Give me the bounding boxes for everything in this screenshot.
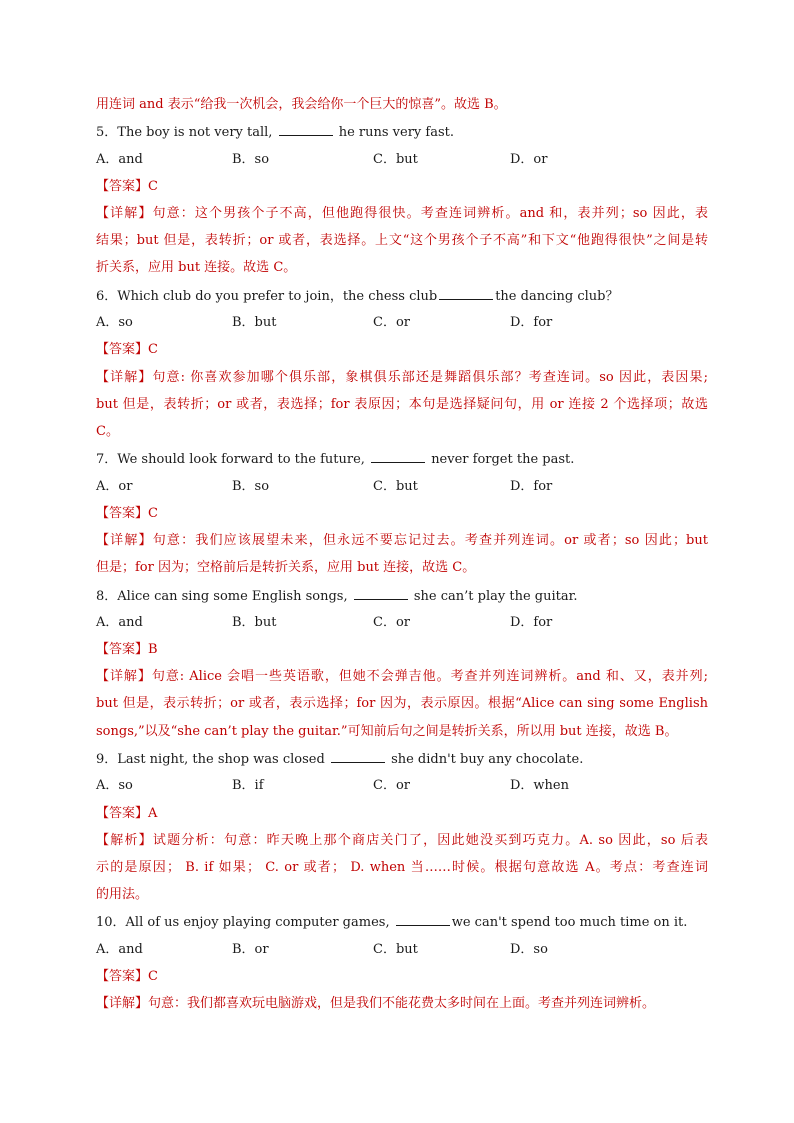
option-a: A．and <box>96 152 143 167</box>
question-6-explanation: 【详解】句意: 你喜欢参加哪个俱乐部，象棋俱乐部还是舞蹈俱乐部？考查连词。so 因此，表因果; <box>96 370 708 385</box>
question-5-explanation-line-2: 结果；but 但是，表转折；or 或者，表选择。上文“这个男孩个子不高”和下文“他跑得很快”之间是转 <box>96 233 708 248</box>
answer-blank <box>439 286 493 300</box>
question-8 <box>96 586 708 607</box>
option-a: A．or <box>96 479 133 494</box>
question-7-stem: 7．We should look forward to the future, <box>96 452 365 467</box>
question-6-explanation-line-3: C。 <box>96 424 119 439</box>
option-a: A．so <box>96 778 133 793</box>
answer-blank <box>371 449 425 463</box>
option-a: A．and <box>96 615 143 630</box>
question-10-stem: 10．All of us enjoy playing computer games, <box>96 915 390 930</box>
option-b: B．so <box>232 152 270 167</box>
option-c: C．or <box>373 778 410 793</box>
question-6-stem: 6．Which club do you prefer to join，the chess club <box>96 289 438 304</box>
intro-text: 用连词 and 表示“给我一次机会，我会给你一个巨大的惊喜”。故选 B。 <box>96 97 507 112</box>
question-7-explanation: 【详解】句意：我们应该展望未来，但永远不要忘记过去。考查并列连词。or 或者；so 因此；but <box>96 533 708 548</box>
answer-blank <box>396 912 450 926</box>
option-b: B．but <box>232 315 277 330</box>
question-7-explanation-line-2: 但是；for 因为；空格前后是转折关系，应用 but 连接，故选 C。 <box>96 560 476 575</box>
option-c: C．but <box>373 152 418 167</box>
question-5-answer: 【答案】C <box>96 179 158 194</box>
question-10 <box>96 912 708 933</box>
question-5-explanation-line-3: 折关系，应用 but 连接。故选 C。 <box>96 260 297 275</box>
question-6 <box>96 286 708 307</box>
option-d: D．or <box>510 152 548 167</box>
option-a: A．so <box>96 315 133 330</box>
question-9-explanation-line-3: 的用法。 <box>96 887 149 902</box>
option-c: C．but <box>373 479 418 494</box>
question-6-explanation-line-2: but 但是，表转折；or 或者，表选择；for 表原因；本句是选择疑问句，用 or 连接 2 个选择项；故选 <box>96 397 708 412</box>
option-d: D．so <box>510 942 548 957</box>
question-10-explanation: 【详解】句意：我们都喜欢玩电脑游戏，但是我们不能花费太多时间在上面。考查并列连词辨析。 <box>96 996 656 1011</box>
option-c: C．but <box>373 942 418 957</box>
question-8-answer: 【答案】B <box>96 642 158 657</box>
option-b: B．or <box>232 942 269 957</box>
question-9-explanation-line-2: 示的是原因； B. if 如果； C. or 或者； D. when 当……时候。根据句意故选 A。考点：考查连词 <box>96 860 708 875</box>
option-b: B．if <box>232 778 264 793</box>
question-8-stem: 8．Alice can sing some English songs, <box>96 589 348 604</box>
question-7 <box>96 449 708 470</box>
question-9-tail: she didn't buy any chocolate. <box>391 752 584 767</box>
answer-blank <box>354 586 408 600</box>
option-b: B．so <box>232 479 270 494</box>
question-10-answer: 【答案】C <box>96 969 158 984</box>
question-8-explanation-line-2: but 但是，表示转折；or 或者，表示选择；for 因为，表示原因。根据“Alice can sing some English <box>96 696 708 711</box>
option-d: D．for <box>510 315 553 330</box>
option-a: A．and <box>96 942 143 957</box>
option-d: D．for <box>510 479 553 494</box>
question-6-answer: 【答案】C <box>96 342 158 357</box>
question-8-explanation-line-3: songs,”以及“she can’t play the guitar.”可知前后句之间是转折关系，所以用 but 连接，故选 B。 <box>96 724 678 739</box>
question-8-tail: she can’t play the guitar. <box>413 589 578 604</box>
option-c: C．or <box>373 615 410 630</box>
option-d: D．for <box>510 615 553 630</box>
question-8-explanation: 【详解】句意: Alice 会唱一些英语歌，但她不会弹吉他。考查并列连词辨析。and 和、又，表并列; <box>96 669 708 684</box>
option-d: D．when <box>510 778 569 793</box>
question-10-tail: we can't spend too much time on it. <box>451 915 688 930</box>
answer-blank <box>279 122 333 136</box>
question-9-stem: 9．Last night, the shop was closed <box>96 752 325 767</box>
question-9 <box>96 749 708 770</box>
question-6-tail: the dancing club？ <box>495 289 619 304</box>
question-7-tail: never forget the past. <box>431 452 575 467</box>
question-7-answer: 【答案】C <box>96 506 158 521</box>
question-9-answer: 【答案】A <box>96 806 158 821</box>
question-9-explanation: 【解析】试题分析：句意：昨天晚上那个商店关门了，因此她没买到巧克力。A. so 因此，so 后表 <box>96 833 708 848</box>
option-b: B．but <box>232 615 277 630</box>
question-5-stem: 5．The boy is not very tall, <box>96 125 273 140</box>
answer-blank <box>331 749 385 763</box>
question-5-tail: he runs very fast. <box>338 125 454 140</box>
question-5 <box>96 122 708 143</box>
option-c: C．or <box>373 315 410 330</box>
question-5-explanation: 【详解】句意：这个男孩个子不高，但他跑得很快。考查连词辨析。and 和，表并列；so 因此，表 <box>96 206 708 221</box>
